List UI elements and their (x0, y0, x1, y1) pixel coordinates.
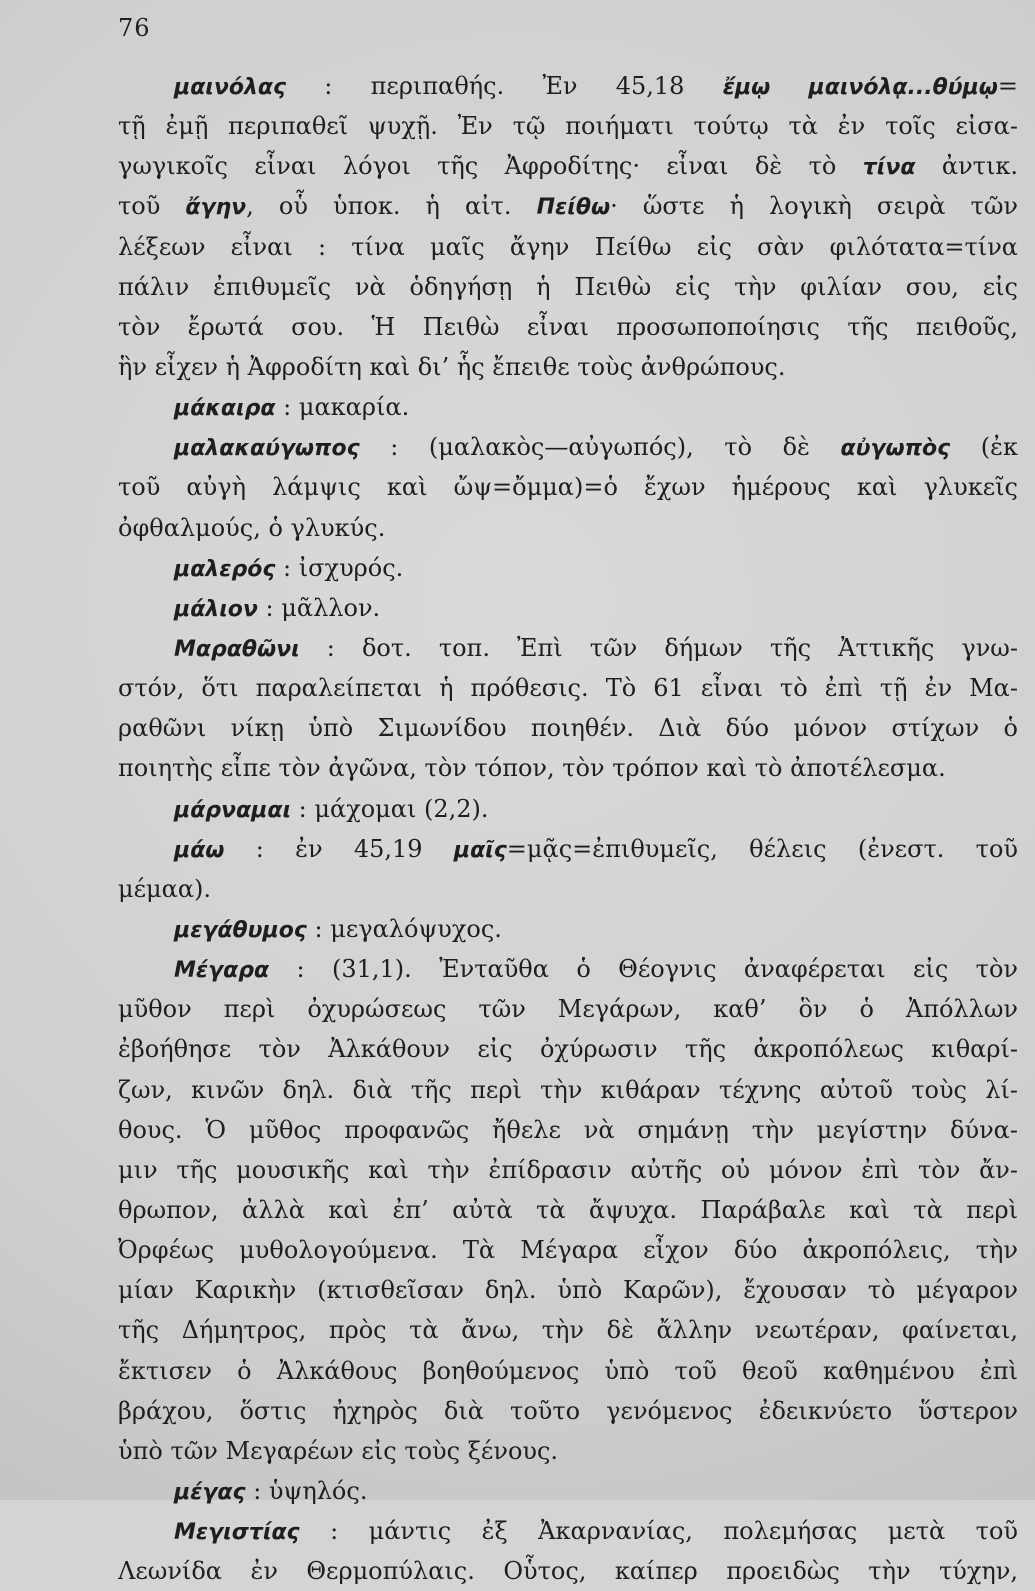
headword: μεγάθυμος (174, 917, 307, 943)
headword: μάκαιρα (174, 396, 276, 422)
line-text: μῦθον περὶ ὀχυρώσεως τῶν Μεγάρων, καθ’ ὃν ὁ Ἀπόλλων (118, 995, 1018, 1024)
line-text: μιν τῆς μουσικῆς καὶ τὴν ἐπίδρασιν αὐτῆς οὐ μόνον ἐπὶ τὸν ἄν- (118, 1155, 1018, 1184)
line-text: Ὀρφέως μυθολογούμενα. Τὰ Μέγαρα εἶχον δύο ἀκροπόλεις, τὴν (118, 1236, 1018, 1265)
entry-line (118, 267, 1018, 307)
entry-line (118, 1029, 1018, 1069)
entry-line (118, 1310, 1018, 1350)
line-text: = (997, 72, 1018, 100)
entry-line (118, 347, 1018, 387)
entry-line (118, 1150, 1018, 1190)
headword: μέγας (174, 1479, 246, 1505)
line-text: τοῦ (118, 192, 186, 221)
emphasized-term: Πείθω (536, 195, 611, 221)
line-text: : μάντις ἐξ Ἀκαρνανίας, πολεμήσας μετὰ τοῦ (330, 1517, 1018, 1546)
entry-line (118, 186, 1018, 226)
emphasized-term: ἄγην (185, 195, 247, 221)
line-text: : μάχομαι (2,2). (298, 794, 489, 823)
entry-line-headword (118, 909, 1018, 949)
entry-line (118, 1391, 1018, 1431)
line-text: μίαν Καρικὴν (κτισθεῖσαν δηλ. ὑπὸ Καρῶν), ἔχουσαν τὸ μέγαρον (118, 1276, 1018, 1305)
line-text: στόν, ὅτι παραλείπεται ἡ πρόθεσις. Τὸ 61 εἶναι τὸ ἐπὶ τῇ ἐν Μα- (118, 674, 1018, 703)
entry-line-headword (118, 427, 1018, 467)
entry-line-headword (118, 387, 1018, 427)
entry-line (118, 1110, 1018, 1150)
line-text: , οὗ ὑποκ. ἡ αἰτ. (246, 192, 537, 221)
line-text: μέμαα). (118, 874, 212, 903)
line-text: ἀντικ. (915, 152, 1018, 181)
emphasized-term: μαῖς (453, 837, 507, 863)
entry-line (118, 1270, 1018, 1310)
entry-line (118, 748, 1018, 788)
line-text: τὸν ἔρωτά σου. Ἡ Πειθὼ εἶναι προσωποποίησις τῆς πειθοῦς, (118, 312, 1018, 341)
headword: Μεγιστίας (174, 1520, 300, 1546)
line-text: ραθῶνι νίκῃ ὑπὸ Σιμωνίδου ποιηθέν. Διὰ δύο μόνον στίχων ὁ (118, 714, 1018, 743)
line-text: ὀφθαλμούς, ὁ γλυκύς. (118, 513, 386, 542)
entry-line (118, 146, 1018, 186)
line-text: γωγικοῖς εἶναι λόγοι τῆς Ἀφροδίτης· εἶναι δὲ τὸ (118, 152, 863, 181)
line-text: : δοτ. τοπ. Ἐπὶ τῶν δήμων τῆς Ἀττικῆς γνω- (326, 633, 1018, 662)
entry-line-headword (118, 789, 1018, 829)
emphasized-term: τίνα (862, 155, 916, 181)
page-number: 76 (118, 14, 151, 42)
line-text: τῇ ἐμῇ περιπαθεῖ ψυχῇ. Ἐν τῷ ποιήματι τούτῳ τὰ ἐν τοῖς εἰσα- (118, 112, 1018, 141)
entry-line-headword (118, 548, 1018, 588)
line-text: ἣν εἶχεν ἡ Ἀφροδίτη καὶ δι’ ἧς ἔπειθε τοὺς ἀνθρώπους. (118, 352, 786, 381)
line-text: : ἰσχυρός. (283, 553, 404, 582)
headword: μαλακαύγωπος (174, 436, 360, 462)
line-text: : ὑψηλός. (253, 1476, 368, 1505)
entry-line (118, 1230, 1018, 1270)
entry-line (118, 1431, 1018, 1471)
headword: μαλερός (174, 556, 276, 582)
line-text: =μᾷς=ἐπιθυμεῖς, θέλεις (ἐνεστ. τοῦ (506, 834, 1018, 863)
line-text: : μεγαλόψυχος. (314, 914, 502, 943)
headword: Μέγαρα (174, 958, 270, 984)
line-text: πάλιν ἐπιθυμεῖς νὰ ὁδηγήσῃ ἡ Πειθὼ εἰς τὴν φιλίαν σου, εἰς (118, 272, 1018, 301)
line-text: θρωπον, ἀλλὰ καὶ ἐπ’ αὐτὰ τὰ ἄψυχα. Παράβαλε καὶ τὰ περὶ (118, 1195, 1018, 1224)
entry-line-headword (118, 949, 1018, 989)
entry-line (118, 307, 1018, 347)
headword: μάω (174, 837, 225, 863)
entry-line (118, 869, 1018, 909)
entry-line (118, 668, 1018, 708)
line-text: βράχου, ὅστις ἠχηρὸς διὰ τοῦτο γενόμενος ἐδεικνύετο ὕστερον (118, 1396, 1018, 1425)
line-text: ἔκτισεν ὁ Ἀλκάθους βοηθούμενος ὑπὸ τοῦ θεοῦ καθημένου ἐπὶ (118, 1356, 1018, 1385)
line-text: : (31,1). Ἐνταῦθα ὁ Θέογνις ἀναφέρεται εἰς τὸν (296, 955, 1018, 984)
entry-line (118, 1351, 1018, 1391)
line-text: (ἐκ (950, 433, 1018, 462)
entry-line (118, 467, 1018, 507)
line-text: : μακαρία. (283, 393, 410, 422)
line-text: : περιπαθής. Ἐν 45,18 (324, 72, 723, 100)
entry-line-headword (118, 1511, 1018, 1551)
line-text: ἐβοήθησε τὸν Ἀλκάθουν εἰς ὀχύρωσιν τῆς ἀκροπόλεως κιθαρί- (118, 1035, 1018, 1064)
entry-line-headword (118, 628, 1018, 668)
entry-line (118, 1551, 1018, 1591)
entry-line (118, 1070, 1018, 1110)
glossary-entries (118, 66, 1018, 1591)
emphasized-term: ἔμῳ μαινόλᾳ...θύμῳ (722, 75, 998, 100)
line-text: Λεωνίδα ἐν Θερμοπύλαις. Οὗτος, καίπερ προειδὼς τὴν τύχην, (118, 1557, 1018, 1586)
line-text: ὑπὸ τῶν Μεγαρέων εἰς τοὺς ξένους. (118, 1436, 559, 1465)
line-text: τῆς Δήμητρος, πρὸς τὰ ἄνω, τὴν δὲ ἄλλην νεωτέραν, φαίνεται, (118, 1316, 1018, 1345)
line-text: ποιητὴς εἶπε τὸν ἀγῶνα, τὸν τόπον, τὸν τρόπον καὶ τὸ ἀποτέλεσμα. (118, 754, 946, 783)
line-text: λέξεων εἶναι : τίνα μαῖς ἄγην Πείθω εἰς σὰν φιλότατα=τίνα (118, 232, 1018, 261)
entry-line-headword (118, 829, 1018, 869)
line-text: · ὥστε ἡ λογικὴ σειρὰ τῶν (610, 192, 1018, 221)
entry-line (118, 227, 1018, 267)
entry-line (118, 708, 1018, 748)
entry-line-headword (118, 1471, 1018, 1511)
entry-line-headword (118, 588, 1018, 628)
headword: μάρναμαι (174, 797, 292, 823)
headword: μαινόλας (174, 75, 287, 100)
line-text: : μᾶλλον. (265, 593, 381, 622)
entry-line (118, 106, 1018, 146)
line-text: : (μαλακὸς—αὐγωπός), τὸ δὲ (390, 433, 841, 462)
line-text: τοῦ αὐγὴ λάμψις καὶ ὤψ=ὄμμα)=ὁ ἔχων ἡμέρους καὶ γλυκεῖς (118, 473, 1018, 502)
entry-line (118, 1190, 1018, 1230)
headword: Μαραθῶνι (174, 636, 300, 662)
entry-line (118, 508, 1018, 548)
line-text: ζων, κινῶν δηλ. διὰ τῆς περὶ τὴν κιθάραν τέχνης αὐτοῦ τοὺς λί- (118, 1075, 1018, 1104)
headword: μάλιον (174, 596, 258, 622)
entry-line (118, 989, 1018, 1029)
line-text: : ἐν 45,19 (255, 834, 454, 863)
emphasized-term: αὐγωπὸς (840, 436, 951, 462)
entry-line-headword (118, 66, 1018, 106)
line-text: θους. Ὁ μῦθος προφανῶς ἤθελε νὰ σημάνῃ τὴν μεγίστην δύνα- (118, 1115, 1018, 1144)
